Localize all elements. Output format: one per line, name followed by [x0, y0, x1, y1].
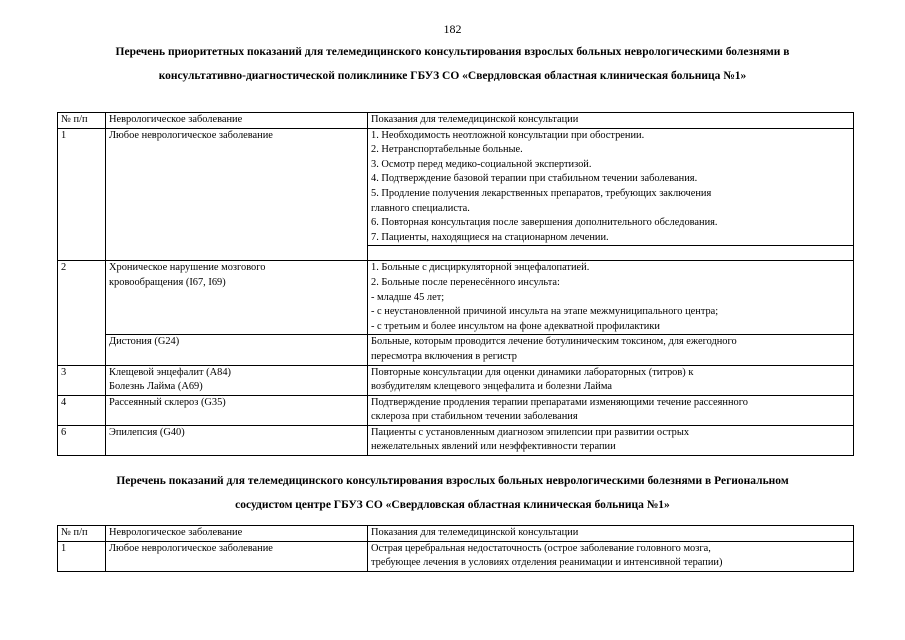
indication-line: 6. Повторная консультация после завершения дополнительного обследования. — [371, 217, 718, 229]
row-indications — [368, 365, 854, 395]
disease-line: Хроническое нарушение мозгового — [109, 262, 266, 274]
row-number-text: 3 — [61, 366, 67, 378]
disease-line: Болезнь Лайма (А69) — [109, 381, 203, 393]
row-disease — [106, 541, 368, 571]
table-row — [58, 425, 854, 455]
indication-line: 2. Нетранспортабельные больные. — [371, 144, 523, 156]
header-indications: Показания для телемедицинской консультации — [368, 113, 854, 129]
row-disease — [106, 335, 368, 365]
header-number: № п/п — [58, 526, 106, 542]
table-header-row — [58, 526, 854, 542]
row-number — [58, 128, 106, 261]
row-number — [58, 365, 106, 395]
header-number: № п/п — [58, 113, 106, 129]
indication-line: склероза при стабильном течении заболевания — [371, 411, 578, 423]
row-number-text: 6 — [61, 426, 67, 438]
indication-line: возбудителям клещевого энцефалита и болезни Лайма — [371, 381, 612, 393]
section2-title — [40, 469, 865, 517]
row-indications — [368, 261, 854, 335]
indication-line: 4. Подтверждение базовой терапии при стабильном течении заболевания. — [371, 173, 698, 185]
page-number: 182 — [443, 22, 462, 36]
indication-line: Повторные консультации для оценки динамики лабораторных (титров) к — [371, 366, 694, 378]
section1-title-line1: Перечень приоритетных показаний для телемедицинского консультирования взрослых больных неврологическими болезнями в — [115, 46, 790, 58]
table-row — [58, 335, 854, 365]
indication-line: - младше 45 лет; — [371, 291, 445, 303]
disease-line: Любое неврологическое заболевание — [109, 542, 273, 554]
indication-line: Подтверждение продления терапии препаратами изменяющими течение рассеянного — [371, 396, 748, 408]
table-row — [58, 365, 854, 395]
section2-title-line1: Перечень показаний для телемедицинского консультирования взрослых больных неврологическими болезнями в Региональном — [116, 475, 789, 487]
indication-line: - с третьим и более инсультом на фоне адекватной профилактики — [371, 320, 660, 332]
indication-line: 1. Больные с дисциркуляторной энцефалопатией. — [371, 262, 590, 274]
indication-line: 1. Необходимость неотложной консультации при обострении. — [371, 129, 645, 141]
indication-line: нежелательных явлений или неэффективности терапии — [371, 441, 616, 453]
row-disease — [106, 425, 368, 455]
row-number — [58, 425, 106, 455]
table-row — [58, 261, 854, 335]
priority-indications-table — [57, 112, 854, 456]
row-number — [58, 541, 106, 571]
row-indications-spacer — [368, 246, 854, 261]
indication-line: Острая церебральная недостаточность (острое заболевание головного мозга, — [371, 542, 711, 554]
indication-line: пересмотра включения в регистр — [371, 350, 518, 362]
header-disease: Неврологическое заболевание — [106, 526, 368, 542]
row-disease — [106, 261, 368, 335]
row-disease — [106, 365, 368, 395]
indication-line: главного специалиста. — [371, 202, 470, 214]
indication-line: требующее лечения в условиях отделения реанимации и интенсивной терапии) — [371, 557, 723, 569]
regional-center-indications-table — [57, 525, 854, 572]
section1-title-line2: консультативно-диагностической поликлинике ГБУЗ СО «Свердловская областная клиническая больница №1» — [158, 70, 747, 82]
indication-line: - с неустановленной причиной инсульта на этапе межмуниципального центра; — [371, 306, 719, 318]
row-number-text: 4 — [61, 396, 67, 408]
table-row — [58, 395, 854, 425]
section1-title — [40, 40, 865, 88]
row-number-text: 1 — [61, 129, 67, 141]
row-indications — [368, 335, 854, 365]
header-disease: Неврологическое заболевание — [106, 113, 368, 129]
row-indications — [368, 128, 854, 246]
disease-line: Клещевой энцефалит (А84) — [109, 366, 231, 378]
indication-line: 5. Продление получения лекарственных препаратов, требующих заключения — [371, 187, 712, 199]
header-indications: Показания для телемедицинской консультации — [368, 526, 854, 542]
row-number-text: 2 — [61, 262, 67, 274]
row-number-text: 1 — [61, 542, 67, 554]
disease-line: Дистония (G24) — [109, 336, 180, 348]
row-number — [58, 261, 106, 365]
table-header-row — [58, 113, 854, 129]
row-indications — [368, 541, 854, 571]
indication-line: Пациенты с установленным диагнозом эпилепсии при развитии острых — [371, 426, 690, 438]
table-row — [58, 128, 854, 246]
section2-title-line2: сосудистом центре ГБУЗ СО «Свердловская областная клиническая больница №1» — [235, 499, 670, 511]
disease-line: Рассеянный склероз (G35) — [109, 396, 226, 408]
indication-line: 3. Осмотр перед медико-социальной экспертизой. — [371, 158, 592, 170]
indication-line: 2. Больные после перенесённого инсульта: — [371, 276, 560, 288]
disease-line: кровообращения (I67, I69) — [109, 276, 226, 288]
row-indications — [368, 395, 854, 425]
row-disease — [106, 395, 368, 425]
disease-line: Эпилепсия (G40) — [109, 426, 185, 438]
row-number — [58, 395, 106, 425]
disease-line: Любое неврологическое заболевание — [109, 129, 273, 141]
indication-line: 7. Пациенты, находящиеся на стационарном лечении. — [371, 231, 609, 243]
row-indications — [368, 425, 854, 455]
table-row — [58, 541, 854, 571]
row-disease — [106, 128, 368, 261]
indication-line: Больные, которым проводится лечение ботулиническим токсином, для ежегодного — [371, 336, 737, 348]
